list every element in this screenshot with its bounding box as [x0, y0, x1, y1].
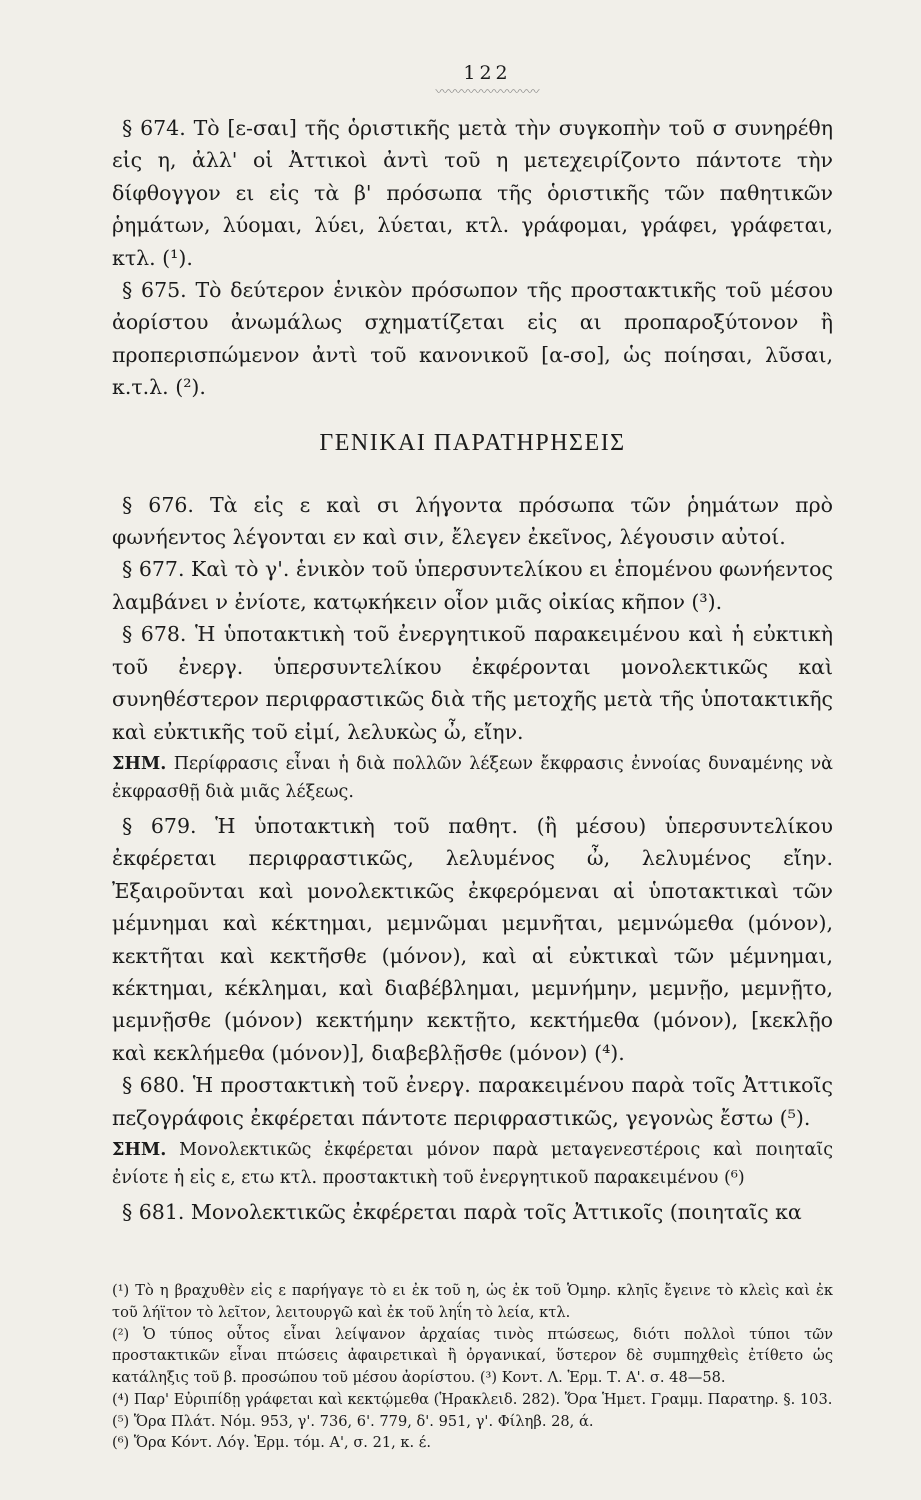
note-text: Περίφρασις εἶναι ἡ διὰ πολλῶν λέξεων ἔκφρασις ἐννοίας δυναμένης νὰ ἐκφρασθῇ διὰ μιᾶς λέξεως. [112, 753, 833, 802]
page-number-ornament: 〰〰〰〰〰〰〰〰 [435, 85, 540, 100]
section-675: § 675. Τὸ δεύτερον ἑνικὸν πρόσωπον τῆς προστακτικῆς τοῦ μέσου ἀορίστου ἀνωμάλως σχηματίζεται εἰς αι προπαροξύτονον ἢ προπερισπώμενον ἀντὶ τοῦ κανονικοῦ [α-σο], ὡς ποίησαι, λῦσαι, κ.τ.λ. (²). [112, 278, 833, 400]
note-periphrasis [112, 750, 833, 806]
section-678: § 678. Ἡ ὑποτακτικὴ τοῦ ἐνεργητικοῦ παρακειμένου καὶ ἡ εὐκτικὴ τοῦ ἐνεργ. ὑπερσυντελίκου ἐκφέρονται μονολεκτικῶς καὶ συνηθέστερον περιφραστικῶς διὰ τῆς μετοχῆς μετὰ τῆς ὑποτακτικῆς καὶ εὐκτικῆς τοῦ εἰμί, λελυκὼς ὦ, εἴην. [112, 622, 834, 744]
section-680: § 680. Ἡ προστακτικὴ τοῦ ἐνεργ. παρακειμένου παρὰ τοῖς Ἀττικοῖς πεζογράφοις ἐκφέρεται πάντοτε περιφραστικῶς, γεγονὼς ἔστω (⁵). [112, 1073, 833, 1130]
footnote-2-3: (²) Ὁ τύπος οὗτος εἶναι λείψανον ἀρχαίας τινὸς πτώσεως, διότι πολλοὶ τύποι τῶν προστακτικῶν εἶναι πτώσεις ἀφαιρετικαὶ ἢ ὀργανικαί, ὕστερον δὲ συμπηχθεὶς ἐτίθετο ὡς κατάληξις τοῦ β. προσώπου τοῦ μέσου ἀορίστου. (³) Κοντ. Λ. Ἑρμ. Τ. Α'. σ. 48—58. [112, 1325, 833, 1387]
page-number: 122 [463, 62, 512, 84]
section-679: § 679. Ἡ ὑποτακτικὴ τοῦ παθητ. (ἢ μέσου) ὑπερσυντελίκου ἐκφέρεται περιφραστικῶς, λελυμένος ὦ, λελυμένος εἴην. Ἐξαιροῦνται καὶ μονολεκτικῶς ἐκφερόμεναι αἱ ὑποτακτικαὶ τῶν μέμνημαι καὶ κέκτημαι, μεμνῶμαι μεμνῆται, μεμνώμεθα (μόνον), κεκτῆται καὶ κεκτῆσθε (μόνον), καὶ αἱ εὐκτικαὶ τῶν μέμνημαι, κέκτημαι, κέκλημαι, καὶ διαβέβλημαι, μεμνήμην, μεμνῇο, μεμνῇτο, μεμνῇσθε (μόνον) κεκτήμην κεκτῇτο, κεκτήμεθα (μόνον), [κεκλῇο καὶ κεκλήμεθα (μόνον)], διαβεβλῇσθε (μόνον) (⁴). [112, 813, 833, 1065]
footnote-6: (⁶) Ὅρα Κόντ. Λόγ. Ἑρμ. τόμ. Α', σ. 21, κ. έ. [112, 1434, 432, 1452]
note-text: Μονολεκτικῶς ἐκφέρεται μόνον παρὰ μεταγενεστέροις καὶ ποιηταῖς ἐνίοτε ἡ εἰς ε, ετω κτλ. προστακτικὴ τοῦ ἐνεργητικοῦ παρακειμένου (⁶) [112, 1139, 833, 1188]
note-monolectic [112, 1136, 833, 1192]
section-676: § 676. Τὰ εἰς ε καὶ σι λήγοντα πρόσωπα τῶν ῥημάτων πρὸ φωνήεντος λέγονται εν καὶ σιν, ἔλεγεν ἐκεῖνος, λέγουσιν αὐτοί. [112, 492, 833, 550]
footnote-5: (⁵) Ὅρα Πλάτ. Νόμ. 953, γ'. 736, 6'. 779, δ'. 951, γ'. Φίληβ. 28, ά. [112, 1412, 594, 1430]
section-674: § 674. Τὸ [ε-σαι] τῆς ὁριστικῆς μετὰ τὴν συγκοπὴν τοῦ σ συνηρέθη εἰς η, ἀλλ' οἱ Ἀττικοὶ ἀντὶ τοῦ η μετεχειρίζοντο πάντοτε τὴν δίφθογγον ει εἰς τὰ β' πρόσωπα τῆς ὁριστικῆς τῶν παθητικῶν ῥημάτων, λύομαι, λύει, λύεται, κτλ. γράφομαι, γράφει, γράφεται, κτλ. (¹). [112, 116, 833, 270]
footnote-4: (⁴) Παρ' Εὐριπίδῃ γράφεται καὶ κεκτῴμεθα (Ἡρακλειδ. 282). Ὅρα Ἡμετ. Γραμμ. Παρατηρ. §. 103. [112, 1390, 833, 1408]
note-label: ΣΗΜ. [112, 753, 167, 774]
footnote-1: (¹) Τὸ η βραχυθὲν εἰς ε παρήγαγε τὸ ει ἐκ τοῦ η, ὡς ἐκ τοῦ Ὁμηρ. κληῖς ἔγεινε τὸ κλεὶς καὶ ἐκ τοῦ λήϊτον τὸ λεῖτον, λειτουργῶ καὶ ἐκ τοῦ ληΐη τὸ λεία, κτλ. [112, 1282, 833, 1322]
footnotes [112, 1280, 833, 1454]
section-681: § 681. Μονολεκτικῶς ἐκφέρεται παρὰ τοῖς Ἀττικοῖς (ποιηταῖς κα [122, 1199, 802, 1224]
section-677: § 677. Καὶ τὸ γ'. ἑνικὸν τοῦ ὑπερσυντελίκου ει ἑπομένου φωνήεντος λαμβάνει ν ἐνίοτε, κατῳκήκειν οἷον μιᾶς οἰκίας κῆπον (³). [112, 557, 833, 614]
note-label: ΣΗΜ. [112, 1139, 167, 1160]
section-heading: ΓΕΝΙΚΑΙ ΠΑΡΑΤΗΡΗΣΕΙΣ [319, 429, 626, 456]
